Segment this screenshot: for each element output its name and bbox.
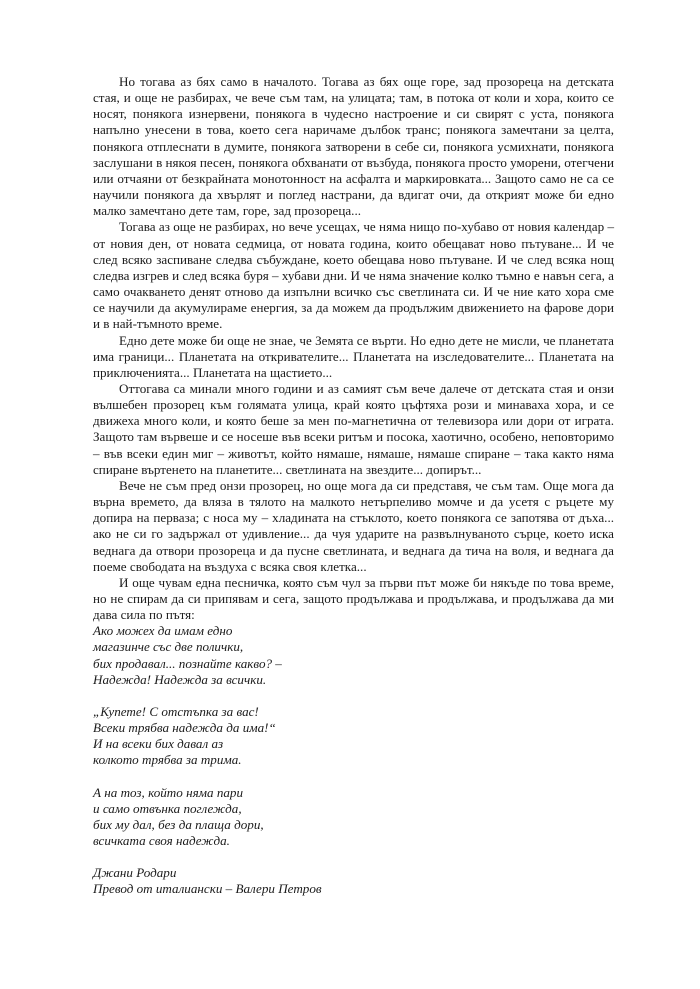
poem-line: колкото трябва за трима. bbox=[93, 752, 242, 768]
poem-line: А на тоз, който няма пари bbox=[93, 784, 244, 800]
poem-line: и само отвънка поглежда, bbox=[93, 800, 242, 816]
poem-line: Всеки трябва надежда да има!“ bbox=[93, 720, 276, 736]
poem-translator: Превод от италиански – Валери Петров bbox=[93, 881, 322, 897]
poem-line: Надежда! Надежда за всички. bbox=[93, 671, 267, 687]
paragraph: Тогава аз още не разбирах, но вече усещах, че няма нищо по-хубаво от новия календар – от новия ден, от новата седмица, от новата година, които обещават ново пътуване... И че след всяко заспиване следва събуждане, което обещава ново пътуване. И че след всяка нощ следва изгрев и след всяка буря – хубави дни. И че няма значение колко тъмно е навън сега, а само очакването денят отново да изпълни всичко със светлината си. И че ние като хора сме се научили да акумулираме енергия, за да можем да продължим движението на фарове дори и в най-тъмното време. bbox=[93, 219, 614, 332]
poem-line: бих му дал, без да плаща дори, bbox=[93, 816, 264, 832]
poem-stanza bbox=[93, 623, 614, 688]
poem-line: всичката своя надежда. bbox=[93, 833, 230, 849]
poem-stanza bbox=[93, 704, 614, 769]
poem-line: „Купете! С отстъпка за вас! bbox=[93, 703, 259, 719]
poem-attribution bbox=[93, 865, 614, 897]
poem bbox=[93, 623, 614, 897]
paragraph: Оттогава са минали много години и аз самият съм вече далече от детската стая и онзи вълшебен прозорец към голямата улица, край която цъфтяха рози и минаваха хора, и се движеха много коли, и която беше за мен по-магнетична от телевизора или дори от играта. Защото там вървеше и се носеше във всеки ритъм и посока, хаотично, особено, неповторимо – във всеки един миг – животът, който нямаше, нямаше, нямаше спиране – така както няма спиране въртенето на планетите... светлината на звездите... допирът... bbox=[93, 380, 614, 477]
paragraph: И още чувам една песничка, която съм чул за първи път може би някъде по това време, но не спирам да си припявам и сега, защото продължава и продължава, и продължава да ми дава сила по пътя: bbox=[93, 574, 614, 623]
poem-line: бих продавал... познайте какво? – bbox=[93, 655, 282, 671]
document-page bbox=[93, 74, 614, 898]
paragraph: Но тогава аз бях само в началото. Тогава аз бях още горе, зад прозореца на детската стая, и още не разбирах, че вече съм там, на улицата; там, в потока от коли и хора, които се носят, понякога изнервени, понякога в чудесно настроение и си свирят с уста, понякога напълно унесени в това, което сега наричаме дълбок транс; понякога замечтани за целта, понякога отплеснати в думите, понякога затворени в себе си, понякога усмихнати, понякога заслушани в някоя песен, понякога обхванати от възбуда, понякога просто уморени, отегчени или отчаяни от безкрайната монотонност на асфалта и маркировката... Защото само не са се научили понякога да хвърлят и поглед настрани, да вдигат очи, да открият може би едно малко замечтано дете там, горе, зад прозореца... bbox=[93, 74, 614, 219]
paragraph: Едно дете може би още не знае, че Земята се върти. Но едно дете не мисли, че планетата има граници... Планетата на откривателите... Планетата на изследователите... Планетата на приключенията... Планетата на щастието... bbox=[93, 332, 614, 380]
poem-author: Джани Родари bbox=[93, 865, 177, 881]
poem-line: И на всеки бих давал аз bbox=[93, 736, 224, 752]
paragraph: Вече не съм пред онзи прозорец, но още мога да си представя, че съм там. Още мога да върна времето, да вляза в тялото на малкото нетърпеливо момче и да усетя с ръцете му допира на перваза; с носа му – хладината на стъклото, което понякога се запотява от дъха... ако не си го задържал от удивление... да чуя ударите на развълнуваното сърце, което иска веднага да отвори прозореца и да пусне светлината, и веднага да тича на воля, и веднага да поеме свободата на въздуха с всяка своя клетка... bbox=[93, 477, 614, 574]
poem-stanza bbox=[93, 785, 614, 850]
poem-line: магазинче със две полички, bbox=[93, 639, 244, 655]
poem-line: Ако можех да имам едно bbox=[93, 623, 233, 639]
